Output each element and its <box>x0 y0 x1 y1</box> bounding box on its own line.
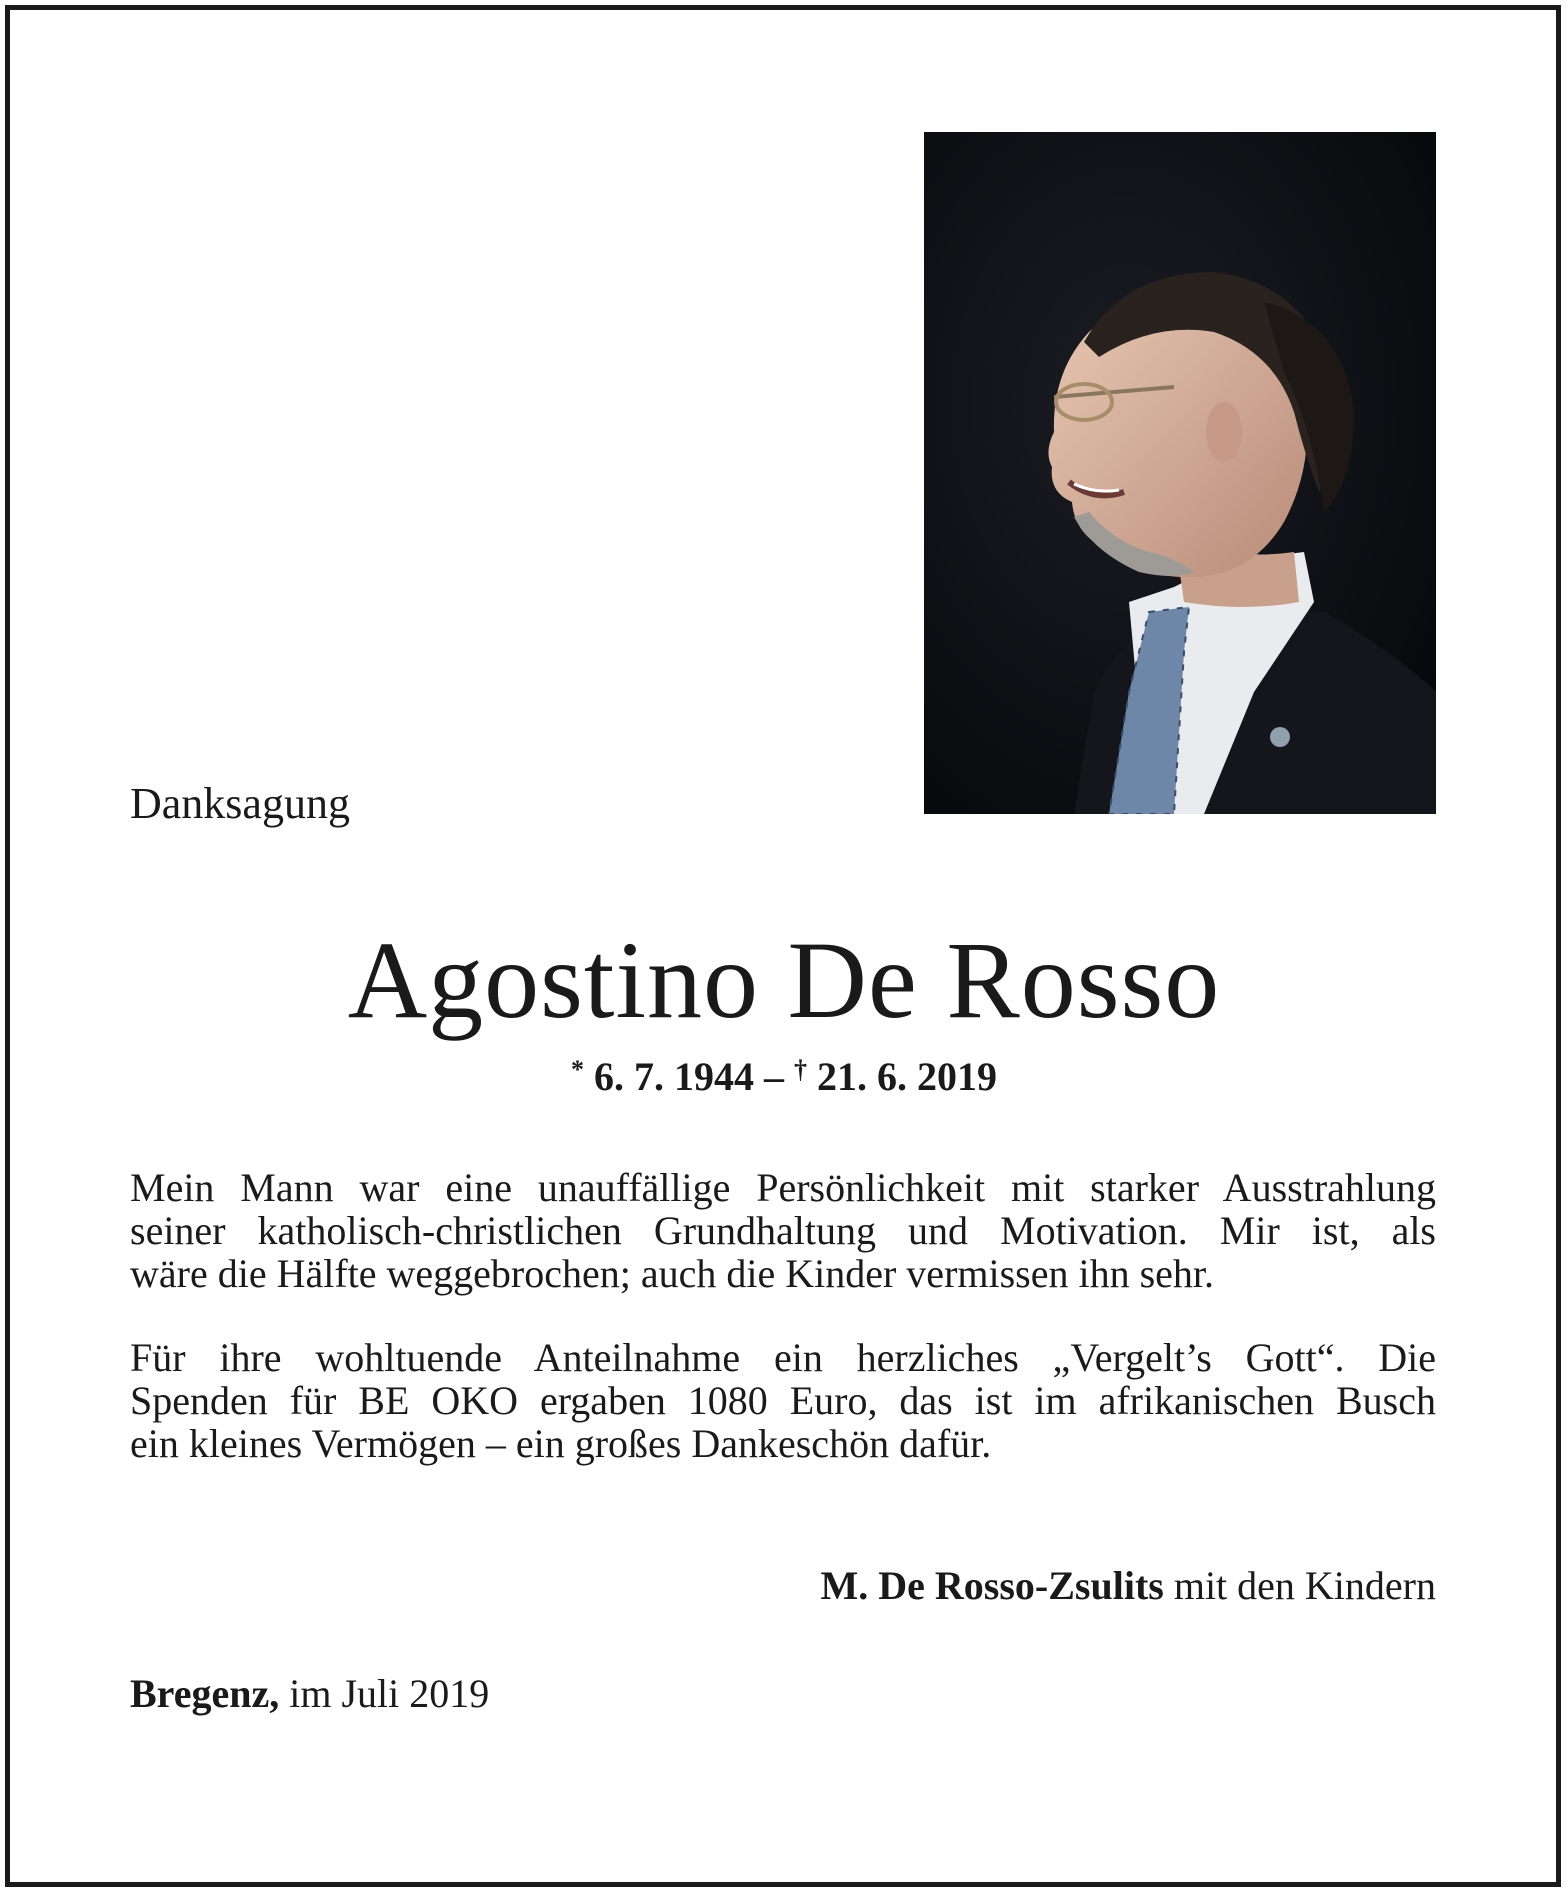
place-date-text: im Juli 2019 <box>279 1671 490 1716</box>
birth-date: 6. 7. 1944 <box>594 1054 754 1099</box>
paragraph-line: Für ihre wohltuende Anteilnahme ein herzliches „Vergelt’s Gott“. Die <box>130 1335 1436 1380</box>
heading-danksagung: Danksagung <box>130 779 350 828</box>
life-dates <box>0 1046 1568 1101</box>
signature <box>820 1562 1436 1610</box>
paragraph-line: seiner katholisch-christlichen Grundhaltung und Motivation. Mir ist, als <box>130 1208 1436 1253</box>
deceased-name: Agostino De Rosso <box>347 919 1221 1041</box>
paragraph-tribute <box>130 1166 1436 1295</box>
signature-suffix: mit den Kindern <box>1163 1563 1436 1608</box>
portrait-illustration <box>924 132 1436 814</box>
paragraph-line: Spenden für BE OKO ergaben 1080 Euro, das ist im afrikanischen Busch <box>130 1378 1436 1423</box>
place-date <box>130 1670 489 1718</box>
death-date: 21. 6. 2019 <box>817 1054 997 1099</box>
paragraph-thanks <box>130 1336 1436 1465</box>
place-city: Bregenz, <box>130 1671 280 1716</box>
portrait-photo <box>924 132 1436 814</box>
paragraph-line: ein kleines Vermögen – ein großes Dankeschön dafür. <box>130 1421 992 1466</box>
paragraph-line: Mein Mann war eine unauffällige Persönlichkeit mit starker Ausstrahlung <box>130 1165 1436 1210</box>
paragraph-line: wäre die Hälfte weggebrochen; auch die Kinder vermissen ihn sehr. <box>130 1251 1215 1296</box>
birth-symbol: * <box>571 1055 584 1084</box>
signature-name: M. De Rosso-Zsulits <box>820 1563 1164 1608</box>
death-symbol: † <box>794 1055 807 1084</box>
date-separator: – <box>754 1054 794 1099</box>
